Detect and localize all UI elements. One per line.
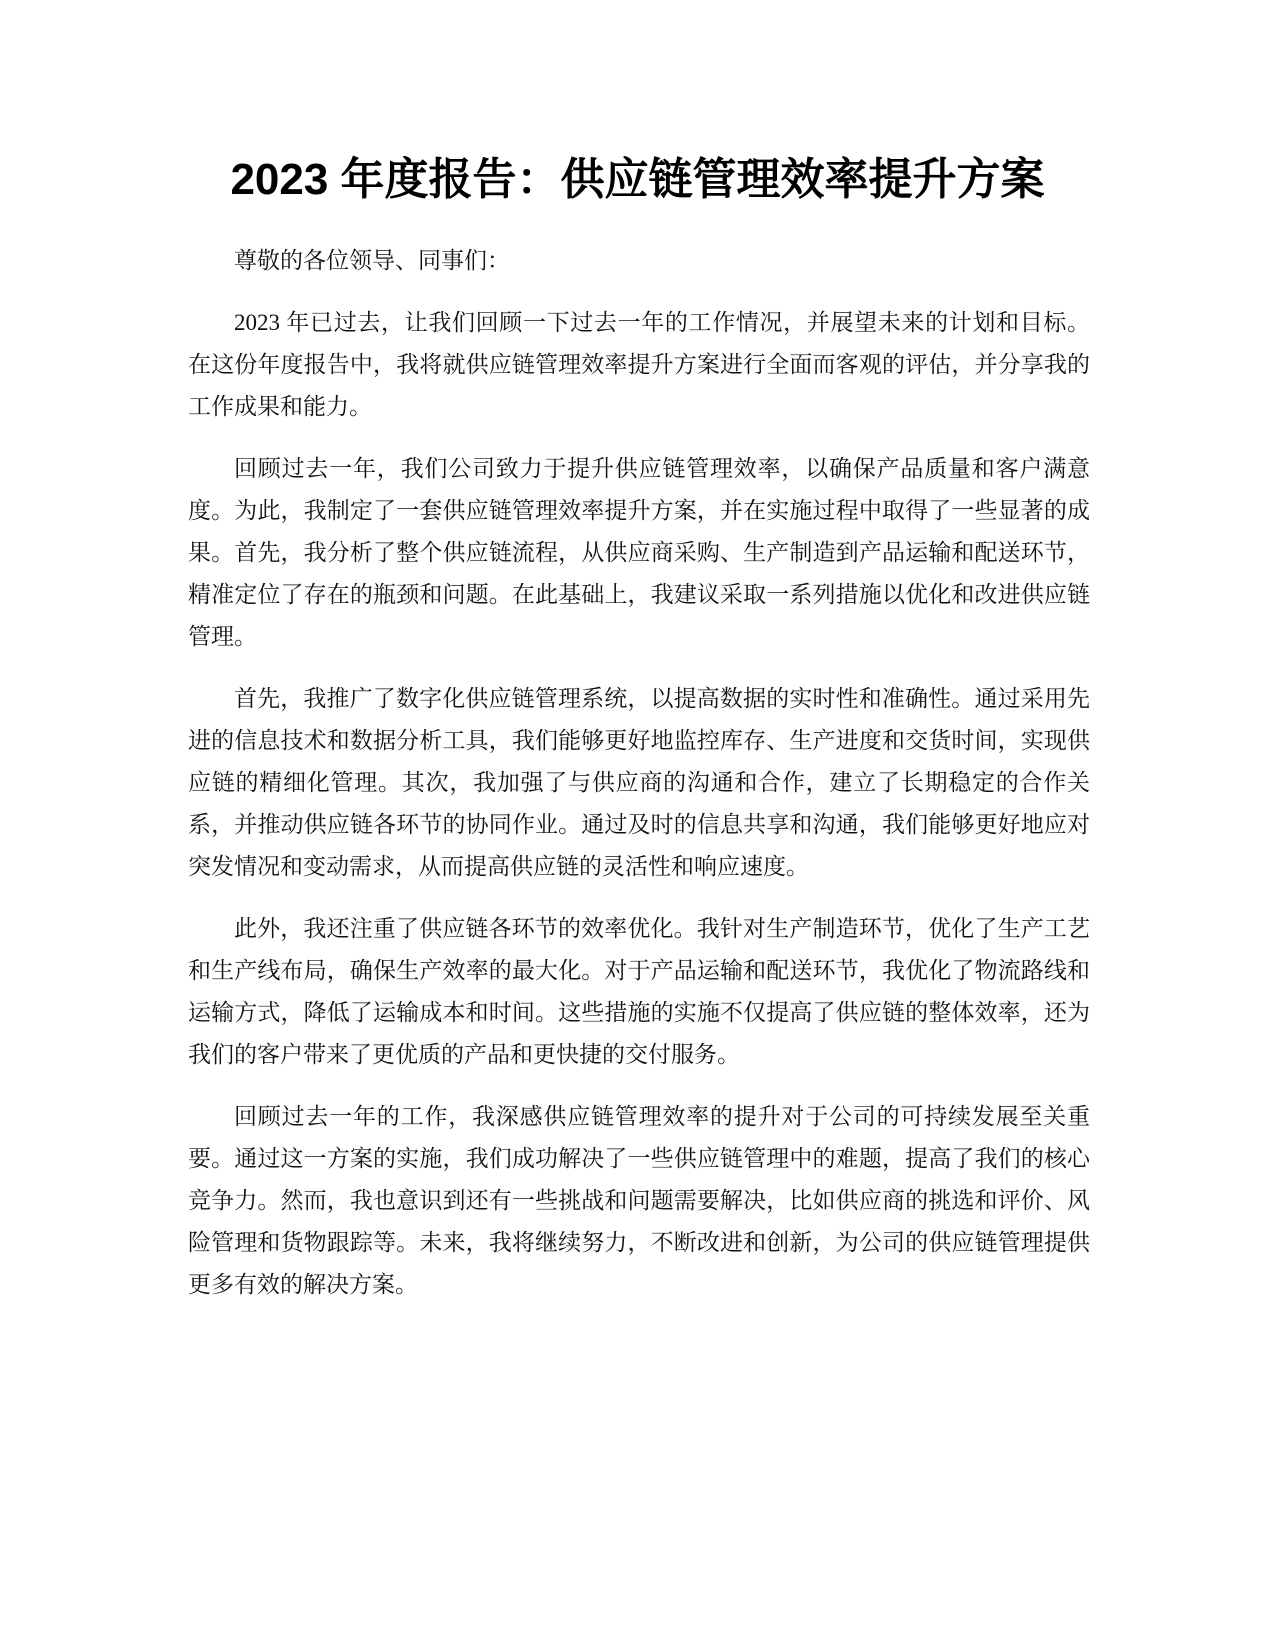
paragraph-5: 回顾过去一年的工作，我深感供应链管理效率的提升对于公司的可持续发展至关重要。通过这一方案的实施，我们成功解决了一些供应链管理中的难题，提高了我们的核心竞争力。然而，我也意识到还有一些挑战和问题需要解决，比如供应商的挑选和评价、风险管理和货物跟踪等。未来，我将继续努力，不断改进和创新，为公司的供应链管理提供更多有效的解决方案。	[188, 1104, 1090, 1297]
document-title: 2023 年度报告：供应链管理效率提升方案	[230, 155, 1045, 204]
paragraph-2: 回顾过去一年，我们公司致力于提升供应链管理效率，以确保产品质量和客户满意度。为此，我制定了一套供应链管理效率提升方案，并在实施过程中取得了一些显著的成果。首先，我分析了整个供应链流程，从供应商采购、生产制造到产品运输和配送环节，精准定位了存在的瓶颈和问题。在此基础上，我建议采取一系列措施以优化和改进供应链管理。	[188, 456, 1090, 649]
paragraph-1: 2023 年已过去，让我们回顾一下过去一年的工作情况，并展望未来的计划和目标。在这份年度报告中，我将就供应链管理效率提升方案进行全面而客观的评估，并分享我的工作成果和能力。	[188, 310, 1090, 419]
paragraph-3: 首先，我推广了数字化供应链管理系统，以提高数据的实时性和准确性。通过采用先进的信息技术和数据分析工具，我们能够更好地监控库存、生产进度和交货时间，实现供应链的精细化管理。其次，我加强了与供应商的沟通和合作，建立了长期稳定的合作关系，并推动供应链各环节的协同作业。通过及时的信息共享和沟通，我们能够更好地应对突发情况和变动需求，从而提高供应链的灵活性和响应速度。	[188, 686, 1090, 879]
salutation: 尊敬的各位领导、同事们：	[234, 248, 510, 273]
paragraph-4: 此外，我还注重了供应链各环节的效率优化。我针对生产制造环节，优化了生产工艺和生产线布局，确保生产效率的最大化。对于产品运输和配送环节，我优化了物流路线和运输方式，降低了运输成本和时间。这些措施的实施不仅提高了供应链的整体效率，还为我们的客户带来了更优质的产品和更快捷的交付服务。	[188, 916, 1090, 1067]
document-body	[188, 240, 1090, 1326]
